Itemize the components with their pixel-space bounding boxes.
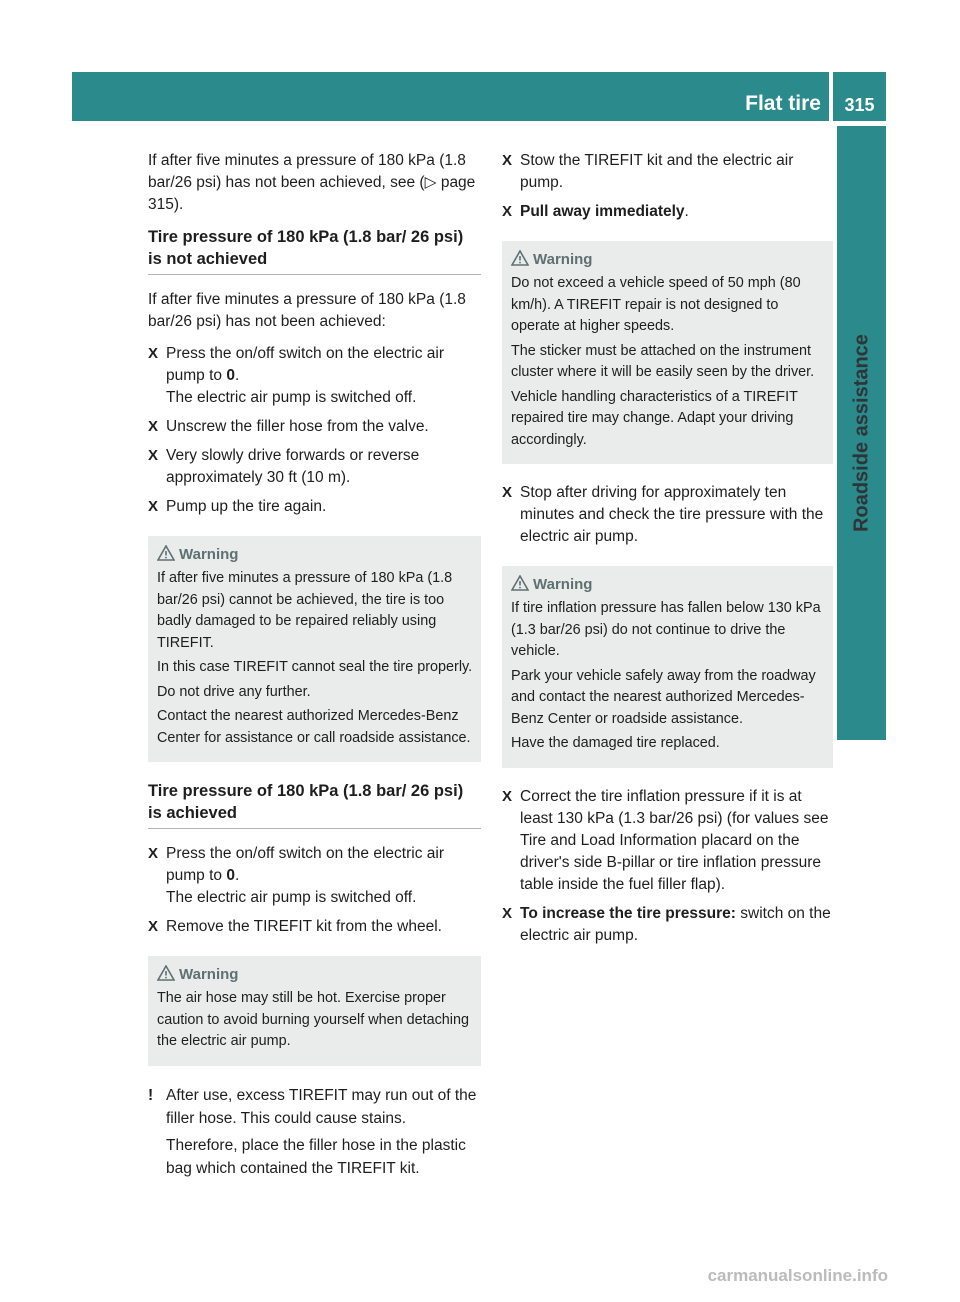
exclamation-icon: ! (148, 1086, 154, 1104)
list-item: X Pump up the tire again. (148, 496, 481, 518)
intro-paragraph: If after five minutes a pressure of 180 kPa (1.8 bar/26 psi) has not been achieved, see (▷ page 315). (148, 152, 476, 213)
paragraph: If after five minutes a pressure of 180 kPa (1.8 bar/26 psi) has not been achieved: (148, 291, 466, 330)
x-bullet-icon: X (148, 447, 159, 464)
warning-text: Have the damaged tire replaced. (511, 735, 720, 751)
warning-box (502, 566, 833, 768)
x-bullet-icon: X (148, 918, 159, 935)
warning-triangle-icon (157, 545, 175, 561)
warning-title: Warning (533, 576, 593, 593)
list-item: X To increase the tire pressure: switch on the electric air pump. (502, 904, 831, 944)
warning-text: The sticker must be attached on the instrument cluster where it will be easily seen by the driver. (511, 342, 815, 380)
list-item: X Press the on/off switch on the electric air pump to 0. The electric air pump is switched off. (148, 345, 444, 406)
left-column (148, 150, 481, 1180)
x-bullet-icon: X (502, 904, 513, 922)
x-bullet-icon: X (502, 152, 513, 169)
warning-text: In this case TIREFIT cannot seal the tire properly. (157, 659, 473, 675)
warning-text: The air hose may still be hot. Exercise proper caution to avoid burning yourself when detaching the electric air pump. (157, 990, 470, 1049)
warning-triangle-icon (157, 965, 175, 981)
warning-box (148, 536, 481, 762)
list-item: X Remove the TIREFIT kit from the wheel. (148, 916, 481, 938)
warning-box (502, 241, 833, 464)
note: ! After use, excess TIREFIT may run out of the filler hose. This could cause stains. Therefore, place the filler hose in the plastic bag which contained the TIREFIT kit. (148, 1084, 481, 1180)
right-column (502, 150, 833, 954)
x-bullet-icon: X (502, 203, 513, 220)
list-item: X Stop after driving for approximately ten minutes and check the tire pressure with the electric air pump. (502, 484, 824, 545)
warning-title: Warning (179, 966, 239, 983)
warning-text: If tire inflation pressure has fallen below 130 kPa (1.3 bar/26 psi) do not continue to drive the vehicle. (511, 600, 821, 659)
list-item: X Stow the TIREFIT kit and the electric air pump. (502, 152, 794, 191)
side-tab-label: Roadside assistance (850, 334, 872, 532)
watermark: carmanualsonline.info (707, 1266, 888, 1285)
x-bullet-icon: X (148, 845, 159, 862)
list-item: X Unscrew the filler hose from the valve. (148, 416, 481, 438)
list-item: X Correct the tire inflation pressure if it is at least 130 kPa (1.3 bar/26 psi) (for values see Tire and Load Information placard on the driver's side B-pillar or tire inflation pressure table inside the fuel filler flap). (502, 787, 829, 893)
section-heading: Tire pressure of 180 kPa (1.8 bar/ 26 psi) is not achieved (148, 226, 481, 275)
x-bullet-icon: X (148, 418, 159, 435)
x-bullet-icon: X (148, 498, 159, 515)
x-bullet-icon: X (502, 787, 513, 805)
warning-text: Park your vehicle safely away from the roadway and contact the nearest authorized Mercedes-Benz Center or roadside assistance. (511, 667, 816, 727)
warning-text: Do not exceed a vehicle speed of 50 mph (80 km/h). A TIREFIT repair is not designed to operate at higher speeds. (511, 275, 801, 334)
page-number: 315 (833, 72, 886, 121)
list-item: X Pull away immediately. (502, 201, 833, 223)
x-bullet-icon: X (148, 345, 159, 362)
list-item: X Very slowly drive forwards or reverse approximately 30 ft (10 m). (148, 447, 420, 486)
warning-triangle-icon (511, 575, 529, 591)
warning-text: Do not drive any further. (157, 683, 311, 700)
warning-text: If after five minutes a pressure of 180 kPa (1.8 bar/26 psi) cannot be achieved, the tire is too badly damaged to be repaired reliably using TIREFIT. (157, 570, 453, 651)
warning-triangle-icon (511, 250, 529, 266)
warning-text: Vehicle handling characteristics of a TIREFIT repaired tire may change. Adapt your driving accordingly. (511, 388, 798, 448)
page-title: Flat tire (745, 92, 821, 115)
warning-box (148, 956, 481, 1066)
x-bullet-icon: X (502, 484, 513, 501)
warning-title: Warning (533, 251, 593, 268)
list-item: X Press the on/off switch on the electric air pump to 0. The electric air pump is switched off. (148, 845, 444, 906)
warning-title: Warning (179, 546, 239, 563)
warning-text: Contact the nearest authorized Mercedes-Benz Center for assistance or call roadside assistance. (157, 708, 471, 746)
section-heading: Tire pressure of 180 kPa (1.8 bar/ 26 psi) is achieved (148, 780, 481, 829)
